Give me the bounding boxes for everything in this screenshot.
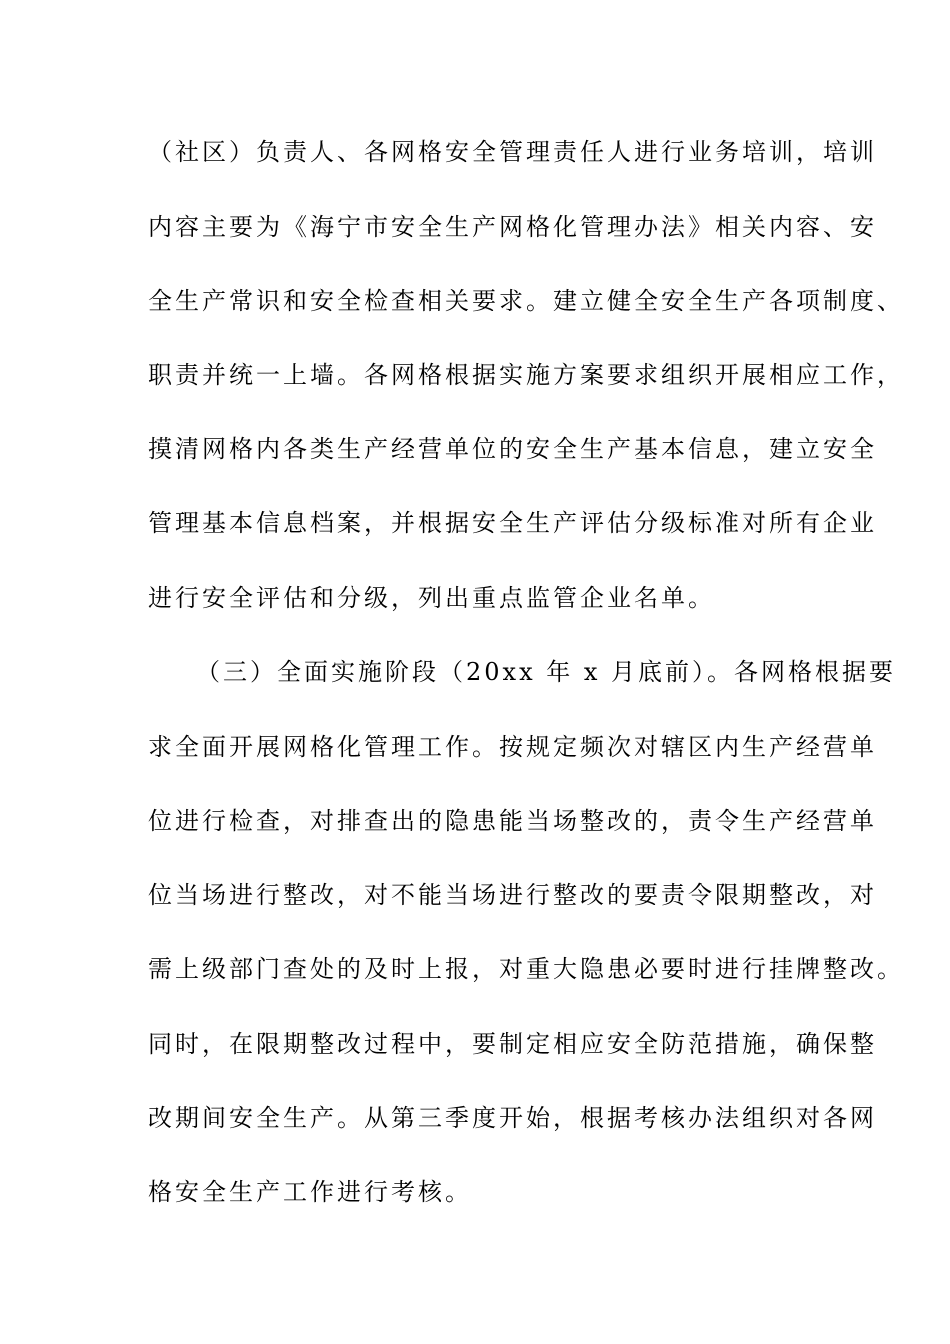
text-line: 位进行检查，对排查出的隐患能当场整改的，责令生产经营单 (148, 807, 877, 835)
section-heading-line: （三）全面实施阶段（20xx 年 x 月底前）。各网格根据要 (196, 658, 897, 686)
text-line: 职责并统一上墙。各网格根据实施方案要求组织开展相应工作， (148, 361, 904, 389)
text-line: 管理基本信息档案，并根据安全生产评估分级标准对所有企业 (148, 509, 877, 537)
text-line: 格安全生产工作进行考核。 (148, 1178, 472, 1206)
text-line: 内容主要为《海宁市安全生产网格化管理办法》相关内容、安 (148, 213, 877, 241)
text-line: 全生产常识和安全检查相关要求。建立健全安全生产各项制度、 (148, 287, 904, 315)
text-line: 改期间安全生产。从第三季度开始，根据考核办法组织对各网 (148, 1104, 877, 1132)
text-line: 求全面开展网格化管理工作。按规定频次对辖区内生产经营单 (148, 733, 877, 761)
text-line: 进行安全评估和分级，列出重点监管企业名单。 (148, 584, 715, 612)
text-line: 位当场进行整改，对不能当场进行整改的要责令限期整改，对 (148, 881, 877, 909)
text-line: 摸清网格内各类生产经营单位的安全生产基本信息，建立安全 (148, 435, 877, 463)
text-line: （社区）负责人、各网格安全管理责任人进行业务培训，培训 (148, 138, 877, 166)
text-line: 同时，在限期整改过程中，要制定相应安全防范措施，确保整 (148, 1030, 877, 1058)
text-line: 需上级部门查处的及时上报，对重大隐患必要时进行挂牌整改。 (148, 955, 904, 983)
